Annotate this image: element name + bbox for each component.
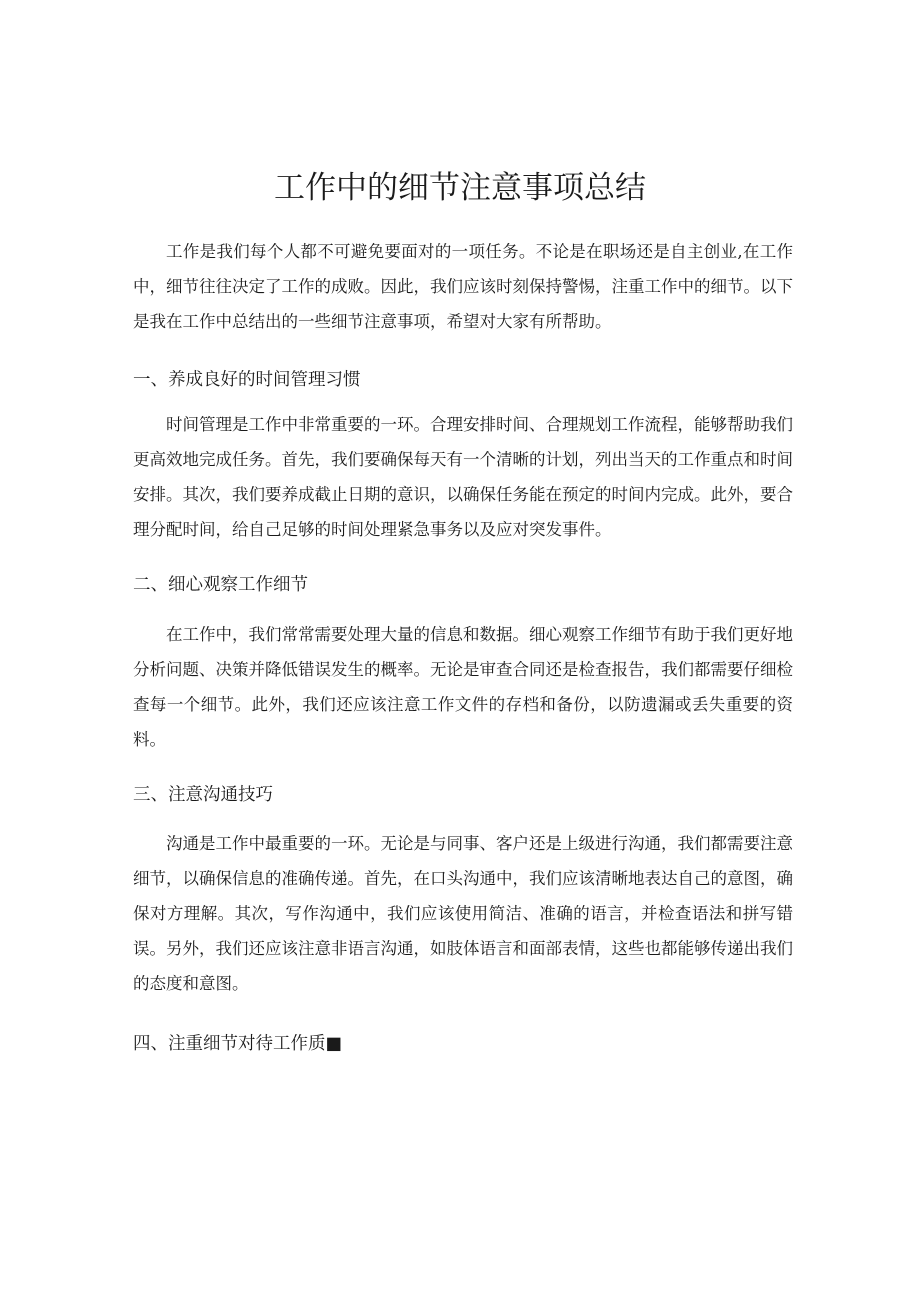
section-body-observe-details: 在工作中，我们常常需要处理大量的信息和数据。细心观察工作细节有助于我们更好地分析问题、决策并降低错误发生的概率。无论是审查合同还是检查报告，我们都需要仔细检查每一个细节。此外，我们还应该注意工作文件的存档和备份，以防遗漏或丢失重要的资料。 — [133, 625, 793, 749]
section-heading-time-management: 一、养成良好的时间管理习惯 — [133, 370, 361, 390]
section-heading-work-quality: 四、注重细节对待工作质■ — [133, 1034, 343, 1054]
section-body-time-management: 时间管理是工作中非常重要的一环。合理安排时间、合理规划工作流程，能够帮助我们更高效地完成任务。首先，我们要确保每天有一个清晰的计划，列出当天的工作重点和时间安排。其次，我们要养成截止日期的意识，以确保任务能在预定的时间内完成。此外，要合理分配时间，给自己足够的时间处理紧急事务以及应对突发事件。 — [133, 415, 793, 539]
section-heading-observe-details: 二、细心观察工作细节 — [133, 575, 308, 595]
section-heading-communication: 三、注意沟通技巧 — [133, 785, 273, 805]
intro-paragraph: 工作是我们每个人都不可避免要面对的一项任务。不论是在职场还是自主创业,在工作中，细节往往决定了工作的成败。因此，我们应该时刻保持警惕，注重工作中的细节。以下是我在工作中总结出的一些细节注意事项，希望对大家有所帮助。 — [133, 242, 793, 331]
section-body-communication: 沟通是工作中最重要的一环。无论是与同事、客户还是上级进行沟通，我们都需要注意细节，以确保信息的准确传递。首先，在口头沟通中，我们应该清晰地表达自己的意图，确保对方理解。其次，写作沟通中，我们应该使用简洁、准确的语言，并检查语法和拼写错误。另外，我们还应该注意非语言沟通，如肢体语言和面部表情，这些也都能够传递出我们的态度和意图。 — [133, 834, 793, 993]
document-title: 工作中的细节注意事项总结 — [274, 170, 646, 206]
